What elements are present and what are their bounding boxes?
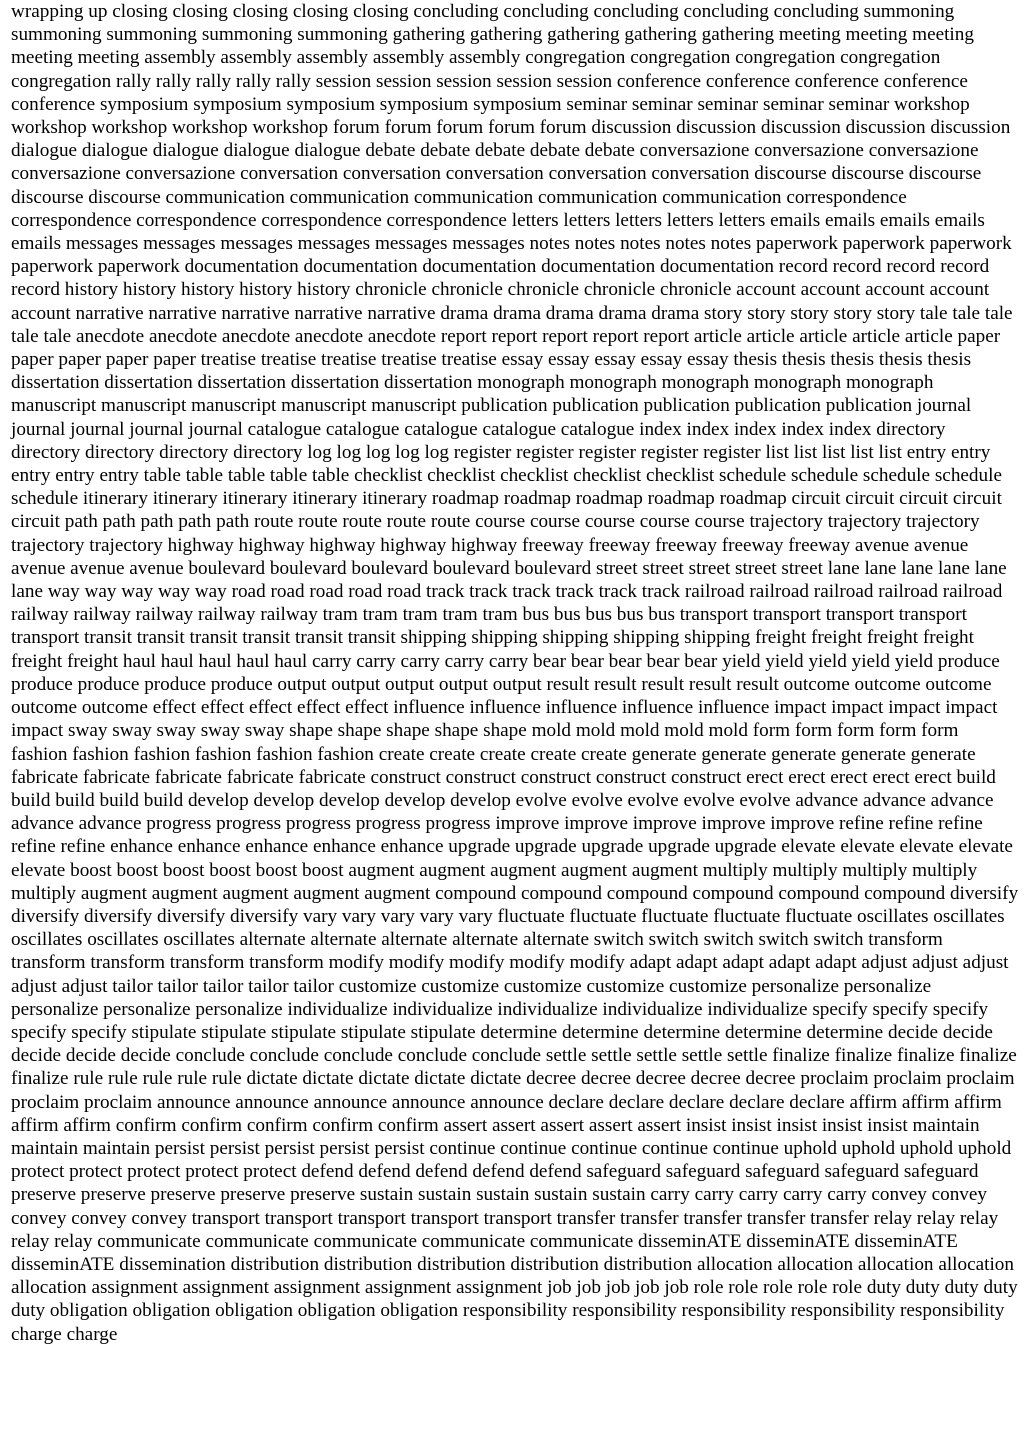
document-body-text: wrapping up closing closing closing closing closing concluding concluding concluding concluding concluding summoning summoning summoning summoning summoning gathering gathering gathering gathering gathering meeting meeting meeting meeting meeting assembly assembly assembly assembly assembly congregation congregation congregation congregation congregation rally rally rally rally rally session session session session session conference conference conference conference conference symposium symposium symposium symposium symposium seminar seminar seminar seminar seminar workshop workshop workshop workshop workshop forum forum forum forum forum discussion discussion discussion discussion discussion dialogue dialogue dialogue dialogue dialogue debate debate debate debate debate conversazione conversazione conversazione conversazione conversazione conversation conversation conversation conversation conversation discourse discourse discourse discourse discourse communication communication communication communication communication correspondence correspondence correspondence correspondence correspondence letters letters letters letters letters emails emails emails emails emails messages messages messages messages messages messages notes notes notes notes notes paperwork paperwork paperwork paperwork paperwork documentation documentation documentation documentation documentation record record record record record history history history history history chronicle chronicle chronicle chronicle chronicle account account account account account narrative narrative narrative narrative narrative drama drama drama drama drama story story story story story tale tale tale tale tale anecdote anecdote anecdote anecdote anecdote report report report report report article article article article article paper paper paper paper paper treatise treatise treatise treatise treatise essay essay essay essay essay thesis thesis thesis thesis thesis dissertation dissertation dissertation dissertation dissertation monograph monograph monograph monograph monograph manuscript manuscript manuscript manuscript manuscript publication publication publication publication publication journal journal journal journal journal catalogue catalogue catalogue catalogue catalogue index index index index index directory directory directory directory directory log log log log log register register register register register list list list list list entry entry entry entry entry table table table table table checklist checklist checklist checklist checklist schedule schedule schedule schedule schedule itinerary itinerary itinerary itinerary itinerary roadmap roadmap roadmap roadmap roadmap circuit circuit circuit circuit circuit path path path path path route route route route route course course course course course trajectory trajectory trajectory trajectory trajectory highway highway highway highway highway freeway freeway freeway freeway freeway avenue avenue avenue avenue avenue boulevard boulevard boulevard boulevard boulevard street street street street street lane lane lane lane lane lane way way way way way road road road road road track track track track track track railroad railroad railroad railroad railroad railway railway railway railway railway tram tram tram tram tram bus bus bus bus bus transport transport transport transport transport transit transit transit transit transit transit shipping shipping shipping shipping shipping freight freight freight freight freight freight haul haul haul haul haul carry carry carry carry carry bear bear bear bear bear yield yield yield yield yield produce produce produce produce produce output output output output output result result result result result outcome outcome outcome outcome outcome effect effect effect effect effect influence influence influence influence influence impact impact impact impact impact sway sway sway sway sway shape shape shape shape shape mold mold mold mold mold form form form form form fashion fashion fashion fashion fashion fashion create create create create create generate generate generate generate generate fabricate fabricate fabricate fabricate fabricate construct construct construct construct construct erect erect erect erect erect build build build build build develop develop develop develop develop evolve evolve evolve evolve evolve advance advance advance advance advance progress progress progress progress progress improve improve improve improve improve refine refine refine refine refine enhance enhance enhance enhance enhance upgrade upgrade upgrade upgrade upgrade elevate elevate elevate elevate elevate boost boost boost boost boost boost augment augment augment augment augment multiply multiply multiply multiply multiply augment augment augment augment augment compound compound compound compound compound compound diversify diversify diversify diversify diversify vary vary vary vary vary fluctuate fluctuate fluctuate fluctuate fluctuate oscillates oscillates oscillates oscillates oscillates alternate alternate alternate alternate alternate switch switch switch switch switch transform transform transform transform transform modify modify modify modify modify adapt adapt adapt adapt adapt adjust adjust adjust adjust adjust tailor tailor tailor tailor tailor customize customize customize customize customize personalize personalize personalize personalize personalize individualize individualize individualize individualize individualize specify specify specify specify specify stipulate stipulate stipulate stipulate stipulate determine determine determine determine determine decide decide decide decide decide conclude conclude conclude conclude conclude settle settle settle settle settle finalize finalize finalize finalize finalize rule rule rule rule rule dictate dictate dictate dictate dictate decree decree decree decree decree proclaim proclaim proclaim proclaim proclaim announce announce announce announce announce declare declare declare declare declare affirm affirm affirm affirm affirm confirm confirm confirm confirm confirm assert assert assert assert assert insist insist insist insist insist maintain maintain maintain persist persist persist persist persist continue continue continue continue continue uphold uphold uphold uphold protect protect protect protect protect defend defend defend defend defend safeguard safeguard safeguard safeguard safeguard preserve preserve preserve preserve preserve sustain sustain sustain sustain sustain carry carry carry carry carry convey convey convey convey convey transport transport transport transport transport transfer transfer transfer transfer transfer relay relay relay relay relay communicate communicate communicate communicate communicate disseminATE disseminATE disseminATE disseminATE dissemination distribution distribution distribution distribution distribution allocation allocation allocation allocation allocation assignment assignment assignment assignment assignment job job job job job role role role role role duty duty duty duty duty obligation obligation obligation obligation obligation responsibility responsibility responsibility responsibility responsibility charge charge bbox=[11, 1, 1019, 1345]
